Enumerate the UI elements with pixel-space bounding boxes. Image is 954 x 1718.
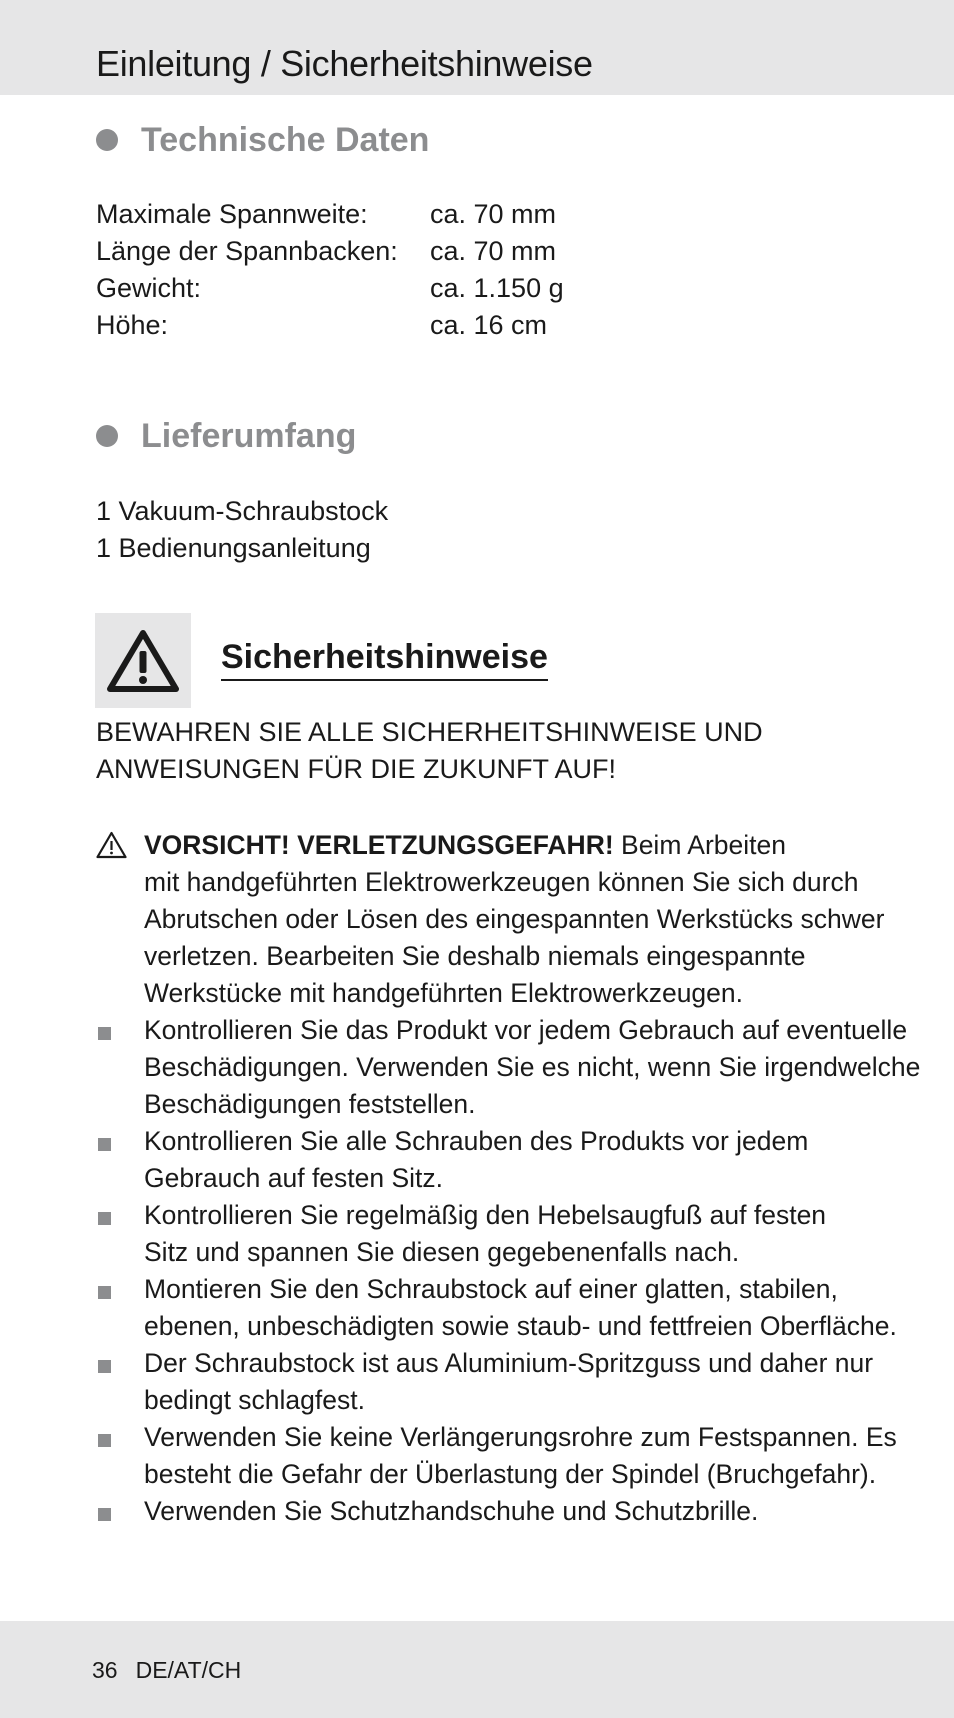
list-line: Beschädigungen feststellen. [144,1089,476,1119]
square-bullet-icon [98,1360,111,1373]
notice-line: ANWEISUNGEN FÜR DIE ZUKUNFT AUF! [96,754,617,784]
spec-table [96,196,564,344]
safety-title: Sicherheitshinweise [221,637,548,681]
scope-list [96,493,388,567]
section-heading-text: Technische Daten [141,121,430,159]
warning-label: VORSICHT! VERLETZUNGSGEFAHR! [144,830,614,860]
square-bullet-icon [98,1027,111,1040]
list-line: besteht die Gefahr der Überlastung der Spindel (Bruchgefahr). [144,1459,877,1489]
spec-label: Gewicht: [96,273,202,303]
safety-notice [96,714,896,788]
spec-label: Maximale Spannweite: [96,199,368,229]
square-bullet-icon [98,1286,111,1299]
safety-list [96,827,921,1530]
list-line: ebenen, unbeschädigten sowie staub- und fettfreien Oberfläche. [144,1311,897,1341]
spec-value: ca. 70 mm [430,199,557,229]
footer-text [92,1655,241,1685]
square-bullet-icon [98,1434,111,1447]
list-item [96,1493,876,1530]
region-label: DE/AT/CH [135,1657,242,1683]
spec-value: ca. 16 cm [430,310,548,340]
section-heading-scope [96,416,356,456]
page-header [0,0,954,95]
square-bullet-icon [98,1508,111,1521]
list-line: Abrutschen oder Lösen des eingespannten Werkstücks schwer [144,904,885,934]
list-line: Sitz und spannen Sie diesen gegebenenfalls nach. [144,1237,740,1267]
section-heading-tech-data [96,120,429,160]
list-line: mit handgeführten Elektrowerkzeugen können Sie sich durch [144,867,859,897]
spec-row [96,307,564,344]
list-item [96,1197,876,1271]
list-line: Werkstücke mit handgeführten Elektrowerkzeugen. [144,978,744,1008]
list-line: Gebrauch auf festen Sitz. [144,1163,444,1193]
bullet-dot-icon [96,425,118,447]
warning-text: Beim Arbeiten [613,830,786,860]
spec-label: Höhe: [96,310,169,340]
spec-row [96,196,564,233]
list-line: Verwenden Sie keine Verlängerungsrohre zum Festspannen. Es [144,1422,897,1452]
list-line: Verwenden Sie Schutzhandschuhe und Schutzbrille. [144,1496,759,1526]
list-item [96,1345,876,1419]
list-line: bedingt schlagfest. [144,1385,365,1415]
list-line: verletzen. Bearbeiten Sie deshalb niemals eingespannte [144,941,806,971]
spec-row [96,270,564,307]
warning-item [96,827,885,1012]
list-item [96,1012,921,1123]
page-number: 36 [92,1657,118,1683]
scope-item: 1 Bedienungsanleitung [96,533,371,563]
spec-label: Länge der Spannbacken: [96,236,398,266]
page-title: Einleitung / Sicherheitshinweise [96,43,593,84]
warning-triangle-icon [107,629,179,693]
list-line [144,827,876,864]
list-line: Kontrollieren Sie regelmäßig den Hebelsaugfuß auf festen [144,1200,827,1230]
bullet-dot-icon [96,129,118,151]
list-item [96,1271,897,1345]
square-bullet-icon [98,1138,111,1151]
section-heading-text: Lieferumfang [141,417,357,455]
spec-value: ca. 1.150 g [430,273,564,303]
page-footer [0,1621,954,1718]
spec-value: ca. 70 mm [430,236,557,266]
warning-box [95,613,191,708]
list-line: Montieren Sie den Schraubstock auf einer glatten, stabilen, [144,1274,838,1304]
square-bullet-icon [98,1212,111,1225]
list-line: Kontrollieren Sie das Produkt vor jedem Gebrauch auf eventuelle [144,1015,908,1045]
list-item [96,1419,897,1493]
scope-item: 1 Vakuum-Schraubstock [96,496,389,526]
notice-line: BEWAHREN SIE ALLE SICHERHEITSHINWEISE UND [96,717,763,747]
list-line: Beschädigungen. Verwenden Sie es nicht, wenn Sie irgendwelche [144,1052,921,1082]
list-line: Kontrollieren Sie alle Schrauben des Produkts vor jedem [144,1126,809,1156]
spec-row [96,233,564,270]
list-item [96,1123,876,1197]
list-line: Der Schraubstock ist aus Aluminium-Spritzguss und daher nur [144,1348,874,1378]
warning-small-icon [96,831,127,859]
